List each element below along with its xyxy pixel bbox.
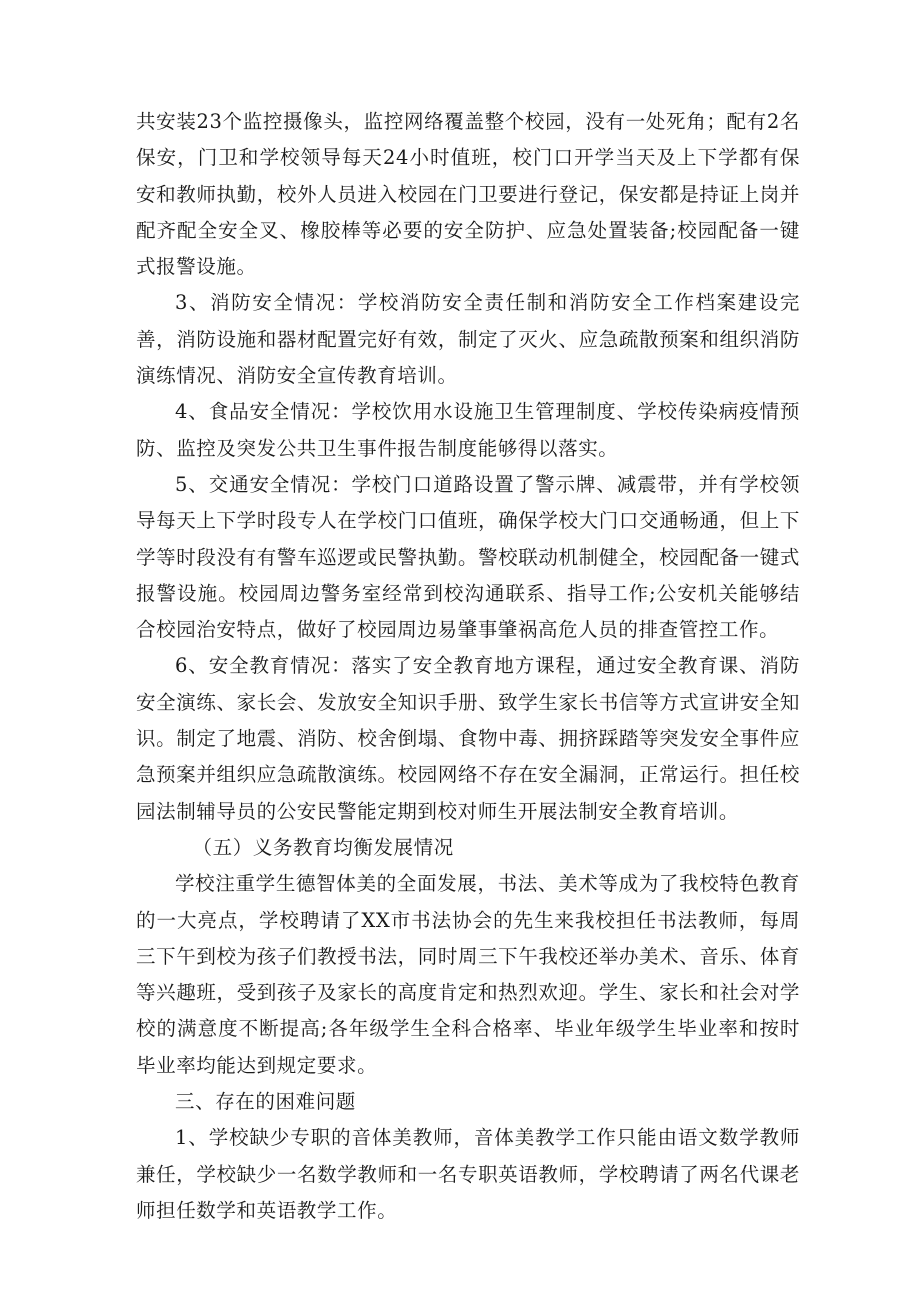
paragraph-fire-safety: 3、消防安全情况：学校消防安全责任制和消防安全工作档案建设完善，消防设施和器材配置完好有效，制定了灭火、应急疏散预案和组织消防演练情况、消防安全宣传教育培训。 bbox=[136, 291, 800, 388]
document-body bbox=[136, 104, 800, 1229]
paragraph-security-staff: 共安装23个监控摄像头，监控网络覆盖整个校园，没有一处死角；配有2名保安，门卫和学校领导每天24小时值班，校门口开学当天及上下学都有保安和教师执勤，校外人员进入校园在门卫要进行登记，保安都是持证上岗并配齐配全安全叉、橡胶棒等必要的安全防护、应急处置装备;校园配备一键式报警设施。 bbox=[136, 110, 800, 279]
paragraph-teacher-shortage: 1、学校缺少专职的音体美教师，音体美教学工作只能由语文数学教师兼任，学校缺少一名数学教师和一名专职英语教师，学校聘请了两名代课老师担任数学和英语教学工作。 bbox=[136, 1126, 800, 1222]
paragraph-food-safety: 4、食品安全情况：学校饮用水设施卫生管理制度、学校传染病疫情预防、监控及突发公共卫生事件报告制度能够得以落实。 bbox=[136, 400, 800, 460]
paragraph-safety-education: 6、安全教育情况：落实了安全教育地方课程，通过安全教育课、消防安全演练、家长会、发放安全知识手册、致学生家长书信等方式宣讲安全知识。制定了地震、消防、校舍倒塌、食物中毒、拥挤踩踏等突发安全事件应急预案并组织应急疏散演练。校园网络不存在安全漏洞，正常运行。担任校园法制辅导员的公安民警能定期到校对师生开展法制安全教育培训。 bbox=[136, 654, 800, 823]
paragraph-balanced-development: 学校注重学生德智体美的全面发展，书法、美术等成为了我校特色教育的一大亮点，学校聘请了XX市书法协会的先生来我校担任书法教师，每周三下午到校为孩子们教授书法，同时周三下午我校还举办美术、音乐、体育等兴趣班，受到孩子及家长的高度肯定和热烈欢迎。学生、家长和社会对学校的满意度不断提高;各年级学生全科合格率、毕业年级学生毕业率和按时毕业率均能达到规定要求。 bbox=[136, 872, 800, 1077]
section-heading-difficulties: 三、存在的困难问题 bbox=[175, 1090, 356, 1114]
paragraph-traffic-safety: 5、交通安全情况：学校门口道路设置了警示牌、减震带，并有学校领导每天上下学时段专人在学校门口值班，确保学校大门口交通畅通，但上下学等时段没有有警车巡逻或民警执勤。警校联动机制健全，校园配备一键式报警设施。校园周边警务室经常到校沟通联系、指导工作;公安机关能够结合校园治安特点，做好了校园周边易肇事肇祸高危人员的排查管控工作。 bbox=[136, 472, 800, 642]
section-subheading-balanced-development: （五）义务教育均衡发展情况 bbox=[192, 835, 454, 859]
